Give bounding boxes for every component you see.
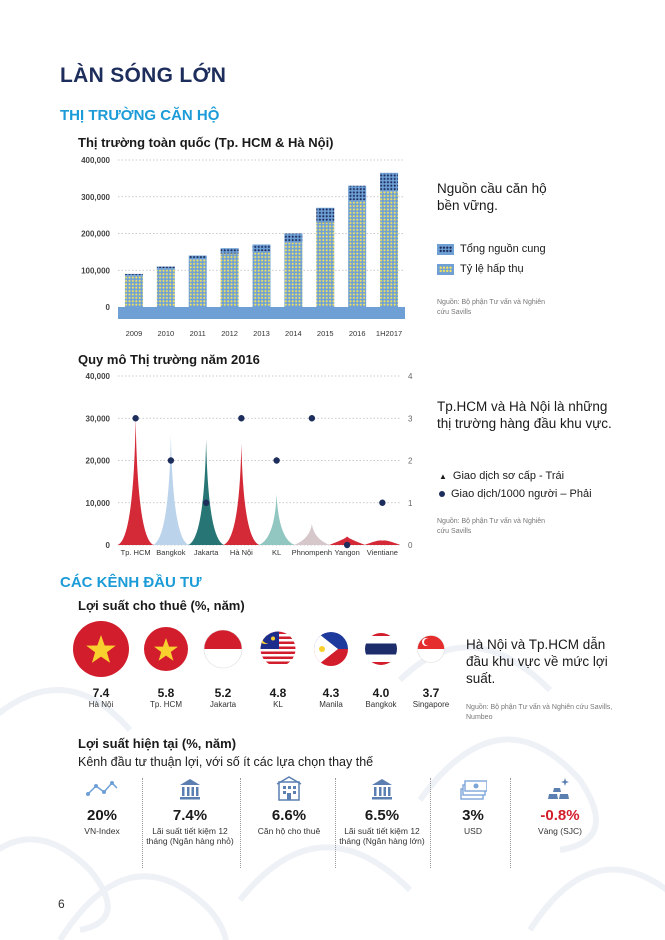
x-tick-label: Bangkok	[156, 548, 186, 557]
yield-name: Tp. HCM	[150, 700, 182, 709]
bar-absorption	[189, 259, 207, 307]
current-desc: Căn hộ cho thuê	[257, 826, 321, 836]
y-tick-label: 20,000	[85, 456, 110, 466]
flag-vietnam-large-icon	[73, 621, 129, 677]
bar-supply	[253, 245, 271, 252]
y-tick-label: 100,000	[81, 266, 110, 276]
y2-tick-label: 3	[408, 414, 413, 424]
yield-name: Manila	[319, 700, 343, 709]
x-tick-label: 2010	[157, 329, 175, 338]
spike-area	[364, 540, 400, 545]
current-value: 3%	[462, 807, 484, 824]
yield-value: 5.2	[214, 686, 232, 700]
x-tick-label: 1H2017	[375, 329, 403, 338]
yield-item-singapore	[396, 686, 466, 709]
x-tick-label: 2013	[253, 329, 270, 338]
flag-malaysia-icon	[255, 628, 305, 673]
bar-supply	[380, 173, 398, 191]
current-yield-subtitle: Kênh đầu tư thuận lợi, với số ít các lựa chọn thay thế	[78, 755, 374, 769]
chart2-note: Tp.HCM và Hà Nội là những thị trường hàng đầu khu vực.	[437, 399, 612, 431]
spike-area	[153, 435, 189, 545]
bar-absorption	[221, 254, 239, 307]
per1000-dot	[168, 457, 174, 463]
spike-area	[294, 524, 330, 545]
supply-swatch-icon	[437, 244, 454, 255]
bar-supply	[348, 186, 366, 201]
x-tick-label: 2011	[189, 329, 206, 338]
legend-absorption-label: Tỷ lệ hấp thụ	[460, 263, 524, 275]
current-desc: Lãi suất tiết kiệm 12 tháng (Ngân hàng nhỏ)	[146, 826, 234, 846]
bank-icon	[178, 777, 202, 801]
yield-value: 4.8	[269, 686, 287, 700]
current-item-usd	[440, 775, 506, 836]
bar-absorption	[316, 222, 334, 307]
building-icon	[275, 776, 303, 802]
y-tick-label: 400,000	[81, 156, 110, 165]
current-desc: USD	[464, 826, 482, 836]
chart2-title: Quy mô Thị trường năm 2016	[78, 352, 260, 367]
current-value: 6.5%	[364, 807, 400, 824]
yield-name: Bangkok	[365, 700, 397, 709]
current-desc: VN-Index	[84, 826, 120, 836]
current-value: 7.4%	[172, 807, 208, 824]
divider	[430, 778, 431, 868]
current-item-rental	[250, 775, 328, 836]
current-item-savings-large	[338, 775, 426, 846]
bar-supply	[189, 256, 207, 260]
y-tick-label: 40,000	[85, 372, 110, 381]
absorption-swatch-icon	[437, 264, 454, 275]
y2-tick-label: 2	[408, 456, 413, 466]
page-number: 6	[58, 897, 65, 911]
flag-indonesia-icon	[200, 628, 250, 671]
y-tick-label: 30,000	[85, 414, 110, 424]
current-item-savings-small	[146, 775, 234, 846]
x-tick-label: Jakarta	[193, 548, 219, 557]
bar-absorption	[157, 268, 175, 307]
yield-title: Lợi suất cho thuê (%, năm)	[78, 598, 245, 613]
x-tick-label: 2015	[316, 329, 334, 338]
yield-value: 5.8	[157, 686, 175, 700]
page-title: LÀN SÓNG LỚN	[60, 64, 227, 87]
bar-absorption	[348, 200, 366, 307]
y-tick-label: 0	[105, 303, 110, 312]
legend-absorption	[437, 263, 524, 275]
current-desc: Vàng (SJC)	[538, 826, 582, 836]
section-heading-investment-channels: CÁC KÊNH ĐẦU TƯ	[60, 574, 202, 591]
yield-source: Nguồn: Bộ phận Tư vấn và Nghiên cứu Savills, Numbeo	[466, 704, 613, 721]
section-heading-apartment-market: THỊ TRƯỜNG CĂN HỘ	[60, 107, 220, 124]
spike-area	[118, 418, 154, 545]
bar-supply	[316, 208, 334, 223]
line-chart-icon	[85, 778, 119, 800]
spike-area	[188, 439, 224, 545]
national-market-chart	[70, 150, 415, 340]
y-tick-label: 0	[105, 541, 110, 550]
yield-value: 3.7	[422, 686, 440, 700]
gold-icon	[546, 776, 574, 802]
x-tick-label: KL	[272, 548, 282, 557]
current-value: 20%	[86, 807, 118, 824]
per1000-dot	[273, 457, 279, 463]
current-value: -0.8%	[540, 807, 580, 824]
yield-name: Singapore	[412, 700, 450, 709]
bank-icon	[370, 777, 394, 801]
per1000-dot	[238, 415, 244, 421]
spike-area	[223, 444, 259, 545]
divider	[510, 778, 511, 868]
y2-tick-label: 4	[408, 372, 413, 381]
y-tick-label: 10,000	[85, 498, 110, 508]
flag-thailand-icon	[360, 630, 405, 670]
per1000-dot	[203, 500, 209, 506]
y-tick-label: 200,000	[81, 229, 110, 239]
yield-name: Hà Nội	[88, 700, 114, 709]
flag-philippines-icon	[310, 628, 355, 670]
x-tick-label: Yangon	[334, 548, 360, 557]
x-tick-label: 2009	[125, 329, 143, 338]
divider	[335, 778, 336, 868]
per1000-dot	[309, 415, 315, 421]
legend-supply	[437, 243, 546, 255]
yield-value: 4.3	[322, 686, 340, 700]
flags-row	[60, 618, 460, 680]
bar-supply	[125, 274, 143, 276]
bar-absorption	[125, 276, 143, 307]
dot-icon	[439, 491, 445, 497]
per1000-dot	[379, 500, 385, 506]
spike-area	[259, 494, 295, 545]
market-size-chart	[70, 368, 425, 563]
divider	[240, 778, 241, 868]
chart1-source: Nguồn: Bộ phận Tư vấn và Nghiên cứu Savills	[437, 299, 546, 316]
current-item-gold	[522, 775, 598, 836]
yield-item-hanoi	[66, 686, 136, 709]
x-axis-band	[118, 307, 405, 319]
y2-tick-label: 0	[408, 541, 413, 550]
yield-note: Hà Nội và Tp.HCM dẫn đầu khu vực về mức lợi suất.	[466, 637, 608, 686]
current-item-vnindex	[66, 775, 138, 836]
chart2-source: Nguồn: Bộ phận Tư vấn và Nghiên cứu Savills	[437, 518, 546, 535]
yield-value: 7.4	[92, 686, 110, 700]
x-tick-label: 2014	[285, 329, 302, 338]
money-icon	[459, 777, 487, 801]
bar-absorption	[380, 191, 398, 307]
x-tick-label: Phnompenh	[291, 548, 333, 557]
yield-value: 4.0	[372, 686, 390, 700]
y-tick-label: 300,000	[81, 192, 110, 202]
bar-absorption	[253, 252, 271, 307]
chart1-note: Nguồn cầu căn hộ bền vững.	[437, 181, 547, 213]
bar-absorption	[284, 243, 302, 307]
y2-tick-label: 1	[408, 498, 413, 508]
x-tick-label: Vientiane	[366, 548, 398, 557]
flag-singapore-icon	[415, 633, 450, 665]
flag-vietnam-icon	[144, 627, 188, 671]
legend-per1000-label: Giao dịch/1000 người – Phải	[451, 488, 592, 500]
yield-name: KL	[273, 700, 283, 709]
yield-name: Jakarta	[209, 700, 237, 709]
legend-primary	[439, 470, 564, 482]
x-tick-label: Hà Nội	[229, 548, 253, 557]
current-desc: Lãi suất tiết kiệm 12 tháng (Ngân hàng lớn)	[339, 826, 425, 846]
bar-supply	[221, 248, 239, 254]
legend-per1000	[439, 488, 592, 500]
x-tick-label: 2016	[348, 329, 366, 338]
bar-supply	[284, 234, 302, 243]
legend-supply-label: Tổng nguồn cung	[460, 243, 546, 255]
current-value: 6.6%	[271, 807, 307, 824]
per1000-dot	[132, 415, 138, 421]
triangle-icon: ▲	[439, 471, 447, 481]
bar-supply	[157, 267, 175, 269]
x-tick-label: 2012	[221, 329, 238, 338]
legend-primary-label: Giao dịch sơ cấp - Trái	[452, 470, 565, 482]
x-tick-label: Tp. HCM	[120, 548, 151, 557]
current-yield-title: Lợi suất hiện tại (%, năm)	[78, 736, 237, 751]
divider	[142, 778, 143, 868]
chart1-title: Thị trường toàn quốc (Tp. HCM & Hà Nội)	[78, 135, 334, 150]
